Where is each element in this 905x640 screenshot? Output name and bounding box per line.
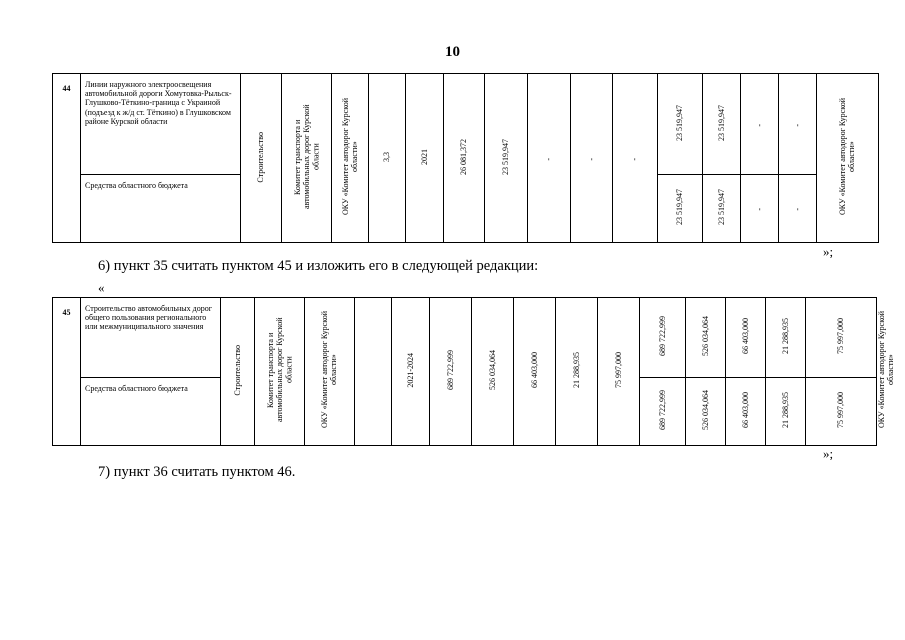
object-name: Линии наружного электроосвещения автомобильной дороги Хомутовка-Рыльск-Глушково-Тёткино-граница с Украиной (подъезд к ж/д ст. Тёткино) в Глушковском районе Курской области [81, 74, 241, 175]
financing-total: 689 722,999 [640, 298, 686, 378]
remaining-cost: 526 034,064 [472, 298, 514, 446]
financing-year-3: 21 288,935 [766, 298, 806, 378]
capacity: 3,3 [369, 74, 406, 243]
funding-total: 689 722,999 [640, 378, 686, 446]
object-name: Строительство автомобильных дорог общего пользования регионального или межмуниципального значения [81, 298, 221, 378]
years: 2021-2024 [392, 298, 430, 446]
financing-year-4: 75 997,000 [806, 298, 877, 378]
funding-year-2: 66 403,000 [726, 378, 766, 446]
cost-col-a: - [528, 74, 571, 243]
construction-type: Строительство [221, 298, 255, 446]
financing-year-3: - [779, 74, 817, 175]
funding-source: Средства областного бюджета [81, 378, 221, 446]
financing-year-2: 66 403,000 [726, 298, 766, 378]
cost-col-c: 75 997,000 [598, 298, 640, 446]
row-number: 44 [53, 74, 81, 243]
funding-year-1: 526 034,064 [686, 378, 726, 446]
total-cost: 26 081,372 [444, 74, 485, 243]
cost-col-c: - [613, 74, 658, 243]
cost-col-a: 66 403,000 [514, 298, 556, 446]
financing-year-1: 526 034,064 [686, 298, 726, 378]
financing-total: 23 519,947 [658, 74, 703, 175]
funding-year-2: - [741, 175, 779, 243]
funding-year-3: - [779, 175, 817, 243]
table-item-45: 45 Строительство автомобильных дорог общего пользования регионального или межмуниципального значения Строительство Комитет транспорта и автомобильных дорог Курской области ОКУ «Комитет автодорог Курской области» 2021-2024 689 722,999 526 034,064 66 403,000 21 288,935 75 997,000 689 722,999 526 034,064 66 403,000 21 288,935 75 997,000 ОКУ «Комитет автодорог Курской области» Средства областного бюджета 689 722,999 526 034,064 66 403,000 21 288,935 75 997,000 [52, 297, 877, 446]
funding-total: 23 519,947 [658, 175, 703, 243]
developer: ОКУ «Комитет автодорог Курской области» [305, 298, 355, 446]
paragraph-7: 7) пункт 36 считать пунктом 46. [98, 464, 296, 480]
capacity [355, 298, 392, 446]
paragraph-6: 6) пункт 35 считать пунктом 45 и изложить его в следующей редакции: [98, 258, 539, 274]
row-number: 45 [53, 298, 81, 446]
closing-quote-2: »; [823, 446, 834, 461]
remaining-cost: 23 519,947 [485, 74, 528, 243]
executor: ОКУ «Комитет автодорог Курской области» [817, 74, 879, 243]
total-cost: 689 722,999 [430, 298, 472, 446]
funding-year-3: 21 288,935 [766, 378, 806, 446]
funding-year-1: 23 519,947 [703, 175, 741, 243]
years: 2021 [406, 74, 444, 243]
financing-year-1: 23 519,947 [703, 74, 741, 175]
opening-quote-2: « [98, 280, 105, 295]
financing-year-2: - [741, 74, 779, 175]
page-number: 10 [445, 44, 460, 60]
customer: Комитет транспорта и автомобильных дорог Курской области [282, 74, 332, 243]
cost-col-b: 21 288,935 [556, 298, 598, 446]
developer: ОКУ «Комитет автодорог Курской области» [332, 74, 369, 243]
customer: Комитет транспорта и автомобильных дорог Курской области [255, 298, 305, 446]
closing-quote-1: »; [823, 244, 834, 259]
funding-source: Средства областного бюджета [81, 175, 241, 243]
cost-col-b: - [571, 74, 613, 243]
table-item-44 [52, 73, 879, 243]
funding-year-4: 75 997,000 [806, 378, 877, 446]
construction-type: Строительство [241, 74, 282, 243]
